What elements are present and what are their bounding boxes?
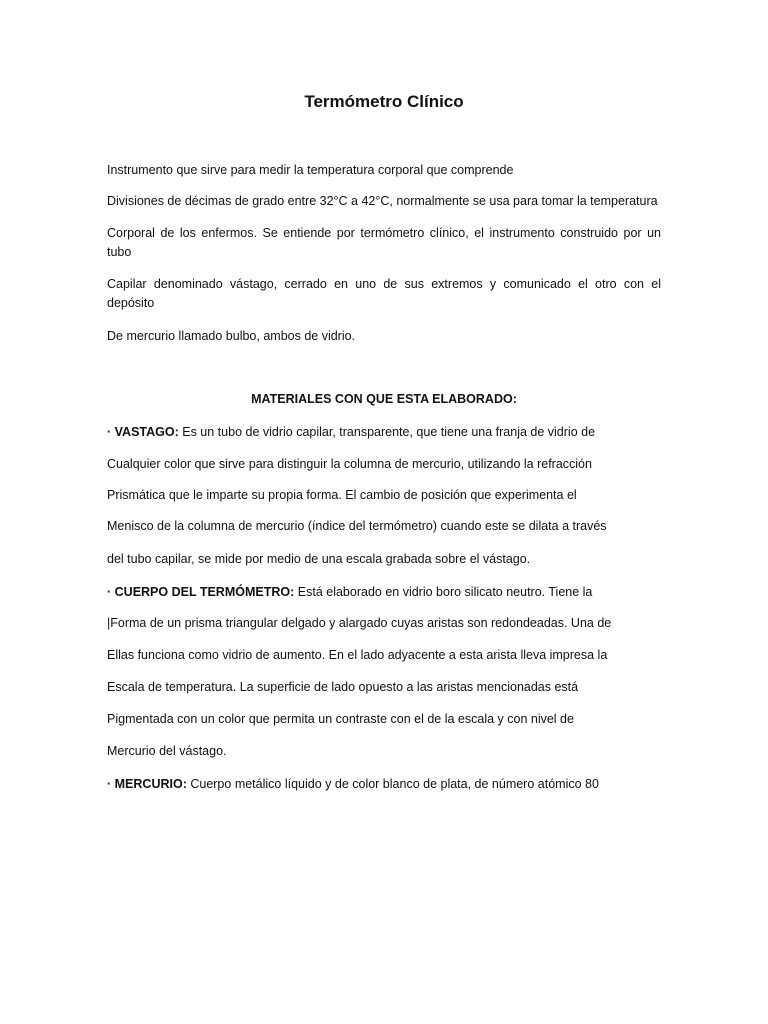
cuerpo-line-6: Mercurio del vástago. [107,744,227,758]
cuerpo-line-3: Ellas funciona como vidrio de aumento. En el lado adyacente a esta arista lleva impresa la [107,648,608,662]
mercurio-line [107,776,599,793]
intro-line-2: Divisiones de décimas de grado entre 32°C a 42°C, normalmente se usa para tomar la temperatura [107,194,658,208]
intro-paragraph-3 [107,224,661,262]
cuerpo-label: · CUERPO DEL TERMÓMETRO: [107,585,295,599]
materials-heading: MATERIALES CON QUE ESTA ELABORADO: [251,392,517,406]
cuerpo-text-1: Está elaborado en vidrio boro silicato neutro. Tiene la [297,585,593,599]
intro-line-3-tail: tubo [107,245,132,259]
vastago-line-3: Prismática que le imparte su propia forma. El cambio de posición que experimenta el [107,488,577,502]
vastago-line-1 [107,424,595,441]
page-title: Termómetro Clínico [304,92,464,111]
cuerpo-line-1 [107,584,592,601]
vastago-line-5: del tubo capilar, se mide por medio de una escala grabada sobre el vástago. [107,552,531,566]
vastago-text-1: Es un tubo de vidrio capilar, transparente, que tiene una franja de vidrio de [182,425,596,439]
intro-line-5: De mercurio llamado bulbo, ambos de vidrio. [107,329,356,343]
intro-line-3: Corporal de los enfermos. Se entiende por termómetro clínico, el instrumento construido por un [107,226,661,240]
intro-line-4: Capilar denominado vástago, cerrado en uno de sus extremos y comunicado el otro con el [107,277,661,291]
intro-line-1: Instrumento que sirve para medir la temperatura corporal que comprende [107,163,514,177]
cuerpo-line-5: Pigmentada con un color que permita un contraste con el de la escala y con nivel de [107,712,574,726]
vastago-label: · VASTAGO: [107,425,179,439]
intro-paragraph-4 [107,275,661,313]
vastago-line-4: Menisco de la columna de mercurio (índice del termómetro) cuando este se dilata a través [107,519,607,533]
mercurio-text: Cuerpo metálico líquido y de color blanco de plata, de número atómico 80 [190,777,599,791]
cuerpo-line-4: Escala de temperatura. La superficie de lado opuesto a las aristas mencionadas está [107,680,579,694]
intro-line-4-tail: depósito [107,296,155,310]
mercurio-label: · MERCURIO: [107,777,187,791]
cuerpo-line-2: |Forma de un prisma triangular delgado y alargado cuyas aristas son redondeadas. Una de [107,616,612,630]
vastago-line-2: Cualquier color que sirve para distinguir la columna de mercurio, utilizando la refracción [107,457,592,471]
